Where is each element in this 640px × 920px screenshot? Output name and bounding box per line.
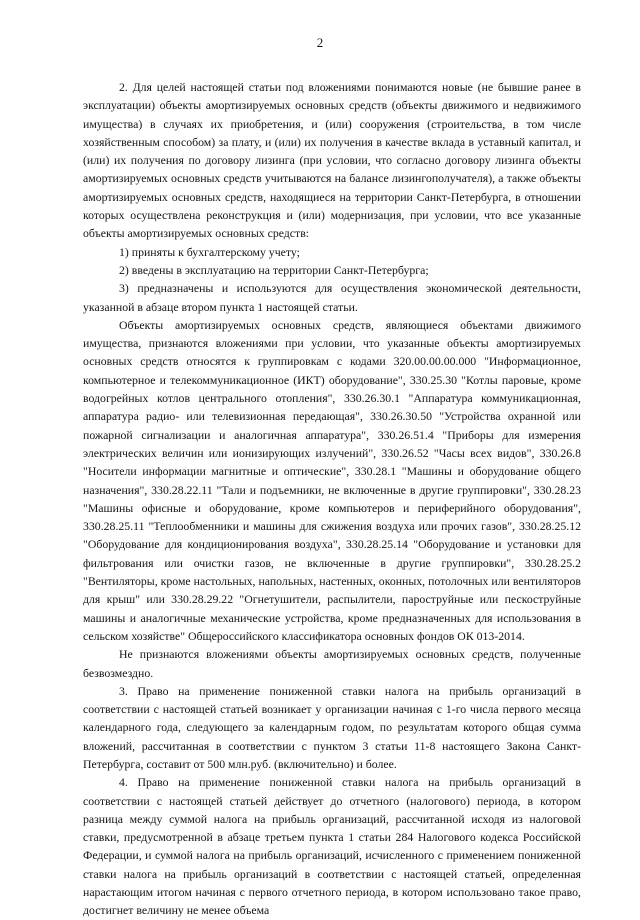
paragraph-2-definition: 2. Для целей настоящей статьи под вложениями понимаются новые (не бывшие ранее в эксплуатации) объекты амортизируемых основных средств (объекты движимого и недвижимого имущества) в случаях их приобретения, и (или) сооружения (строительства, в том числе хозяйственным способом) за плату, и (или) их получения в качестве вклада в уставный капитал, и (или) их получения по договору лизинга (при условии, что согласно договору лизинга объекты амортизируемых основных средств учитываются на балансе лизингополучателя), а также объекты амортизируемых основных средств, находящиеся на территории Санкт-Петербурга, в отношении которых осуществлена реконструкция и (или) модернизация, при условии, что все указанные объекты амортизируемых основных средств: — [83, 80, 581, 241]
condition-1: 1) приняты к бухгалтерскому учету; — [119, 244, 300, 259]
document-body — [83, 78, 581, 920]
paragraph-3-right: 3. Право на применение пониженной ставки налога на прибыль организаций в соответствии с настоящей статьей возникает у организации начиная с 1-го числа первого месяца календарного года, следующего за календарным годом, по результатам которого общая сумма вложений, рассчитанная в соответствии с пунктом 3 статьи 11-8 настоящего Закона Санкт-Петербурга, составит от 500 млн.руб. (включительно) и более. — [83, 683, 581, 771]
page-number: 2 — [316, 35, 324, 50]
condition-2: 2) введены в эксплуатацию на территории Санкт-Петербурга; — [119, 262, 429, 277]
paragraph-movable-property: Объекты амортизируемых основных средств, являющиеся объектами движимого имущества, признаются вложениями при условии, что указанные объекты амортизируемых основных средств относятся к группировкам с кодами 320.00.00.00.000 "Информационное, компьютерное и телекоммуникационное (ИКТ) оборудование", 330.25.30 "Котлы паровые, кроме водогрейных котлов центрального отопления", 330.26.30.1 "Аппаратура коммуникационная, аппаратура радио- или телевизионная передающая", 330.26.30.50 "Устройства охранной или пожарной сигнализации и аналогичная аппаратура", 330.26.51.4 "Приборы для измерения электрических величин или ионизирующих излучений", 330.26.52 "Часы всех видов", 330.26.8 "Носители информации магнитные и оптические", 330.28.1 "Машины и оборудование общего назначения", 330.28.22.11 "Тали и подъемники, не включенные в другие группировки", 330.28.23 "Машины офисные и оборудование, кроме компьютеров и периферийного оборудования", 330.28.25.11 "Теплообменники и машины для сжижения воздуха или прочих газов", 330.28.25.12 "Оборудование для кондиционирования воздуха", 330.28.25.14 "Оборудование и установки для фильтрования или очистки газов, не включенные в другие группировки", 330.28.25.2 "Вентиляторы, кроме настольных, напольных, настенных, оконных, потолочных или вентиляторов для крыш" или 330.28.29.22 "Огнетушители, распылители, пароструйные или пескоструйные машины и аналогичные механические устройства, кроме предназначенных для использования в сельском хозяйстве" Общероссийского классификатора основных фондов ОК 013-2014. — [83, 317, 581, 643]
paragraph-gratuitous: Не признаются вложениями объекты амортизируемых основных средств, полученные безвозмездно. — [83, 647, 581, 680]
condition-3: 3) предназначены и используются для осуществления экономической деятельности, указанной в абзаце втором пункта 1 настоящей статьи. — [83, 281, 581, 314]
paragraph-4-duration: 4. Право на применение пониженной ставки налога на прибыль организаций в соответствии с настоящей статьей действует до отчетного (налогового) периода, в котором разница между суммой налога на прибыль организаций, рассчитанной исходя из налоговой ставки, предусмотренной в абзаце третьем пункта 1 статьи 284 Налогового кодекса Российской Федерации, и суммой налога на прибыль организаций, исчисленного с применением пониженной ставки налога на прибыль организаций в соответствии с настоящей статьей, определенная нарастающим итогом начиная с первого отчетного периода, в котором использовано такое право, достигнет величину не менее объема — [83, 775, 581, 918]
